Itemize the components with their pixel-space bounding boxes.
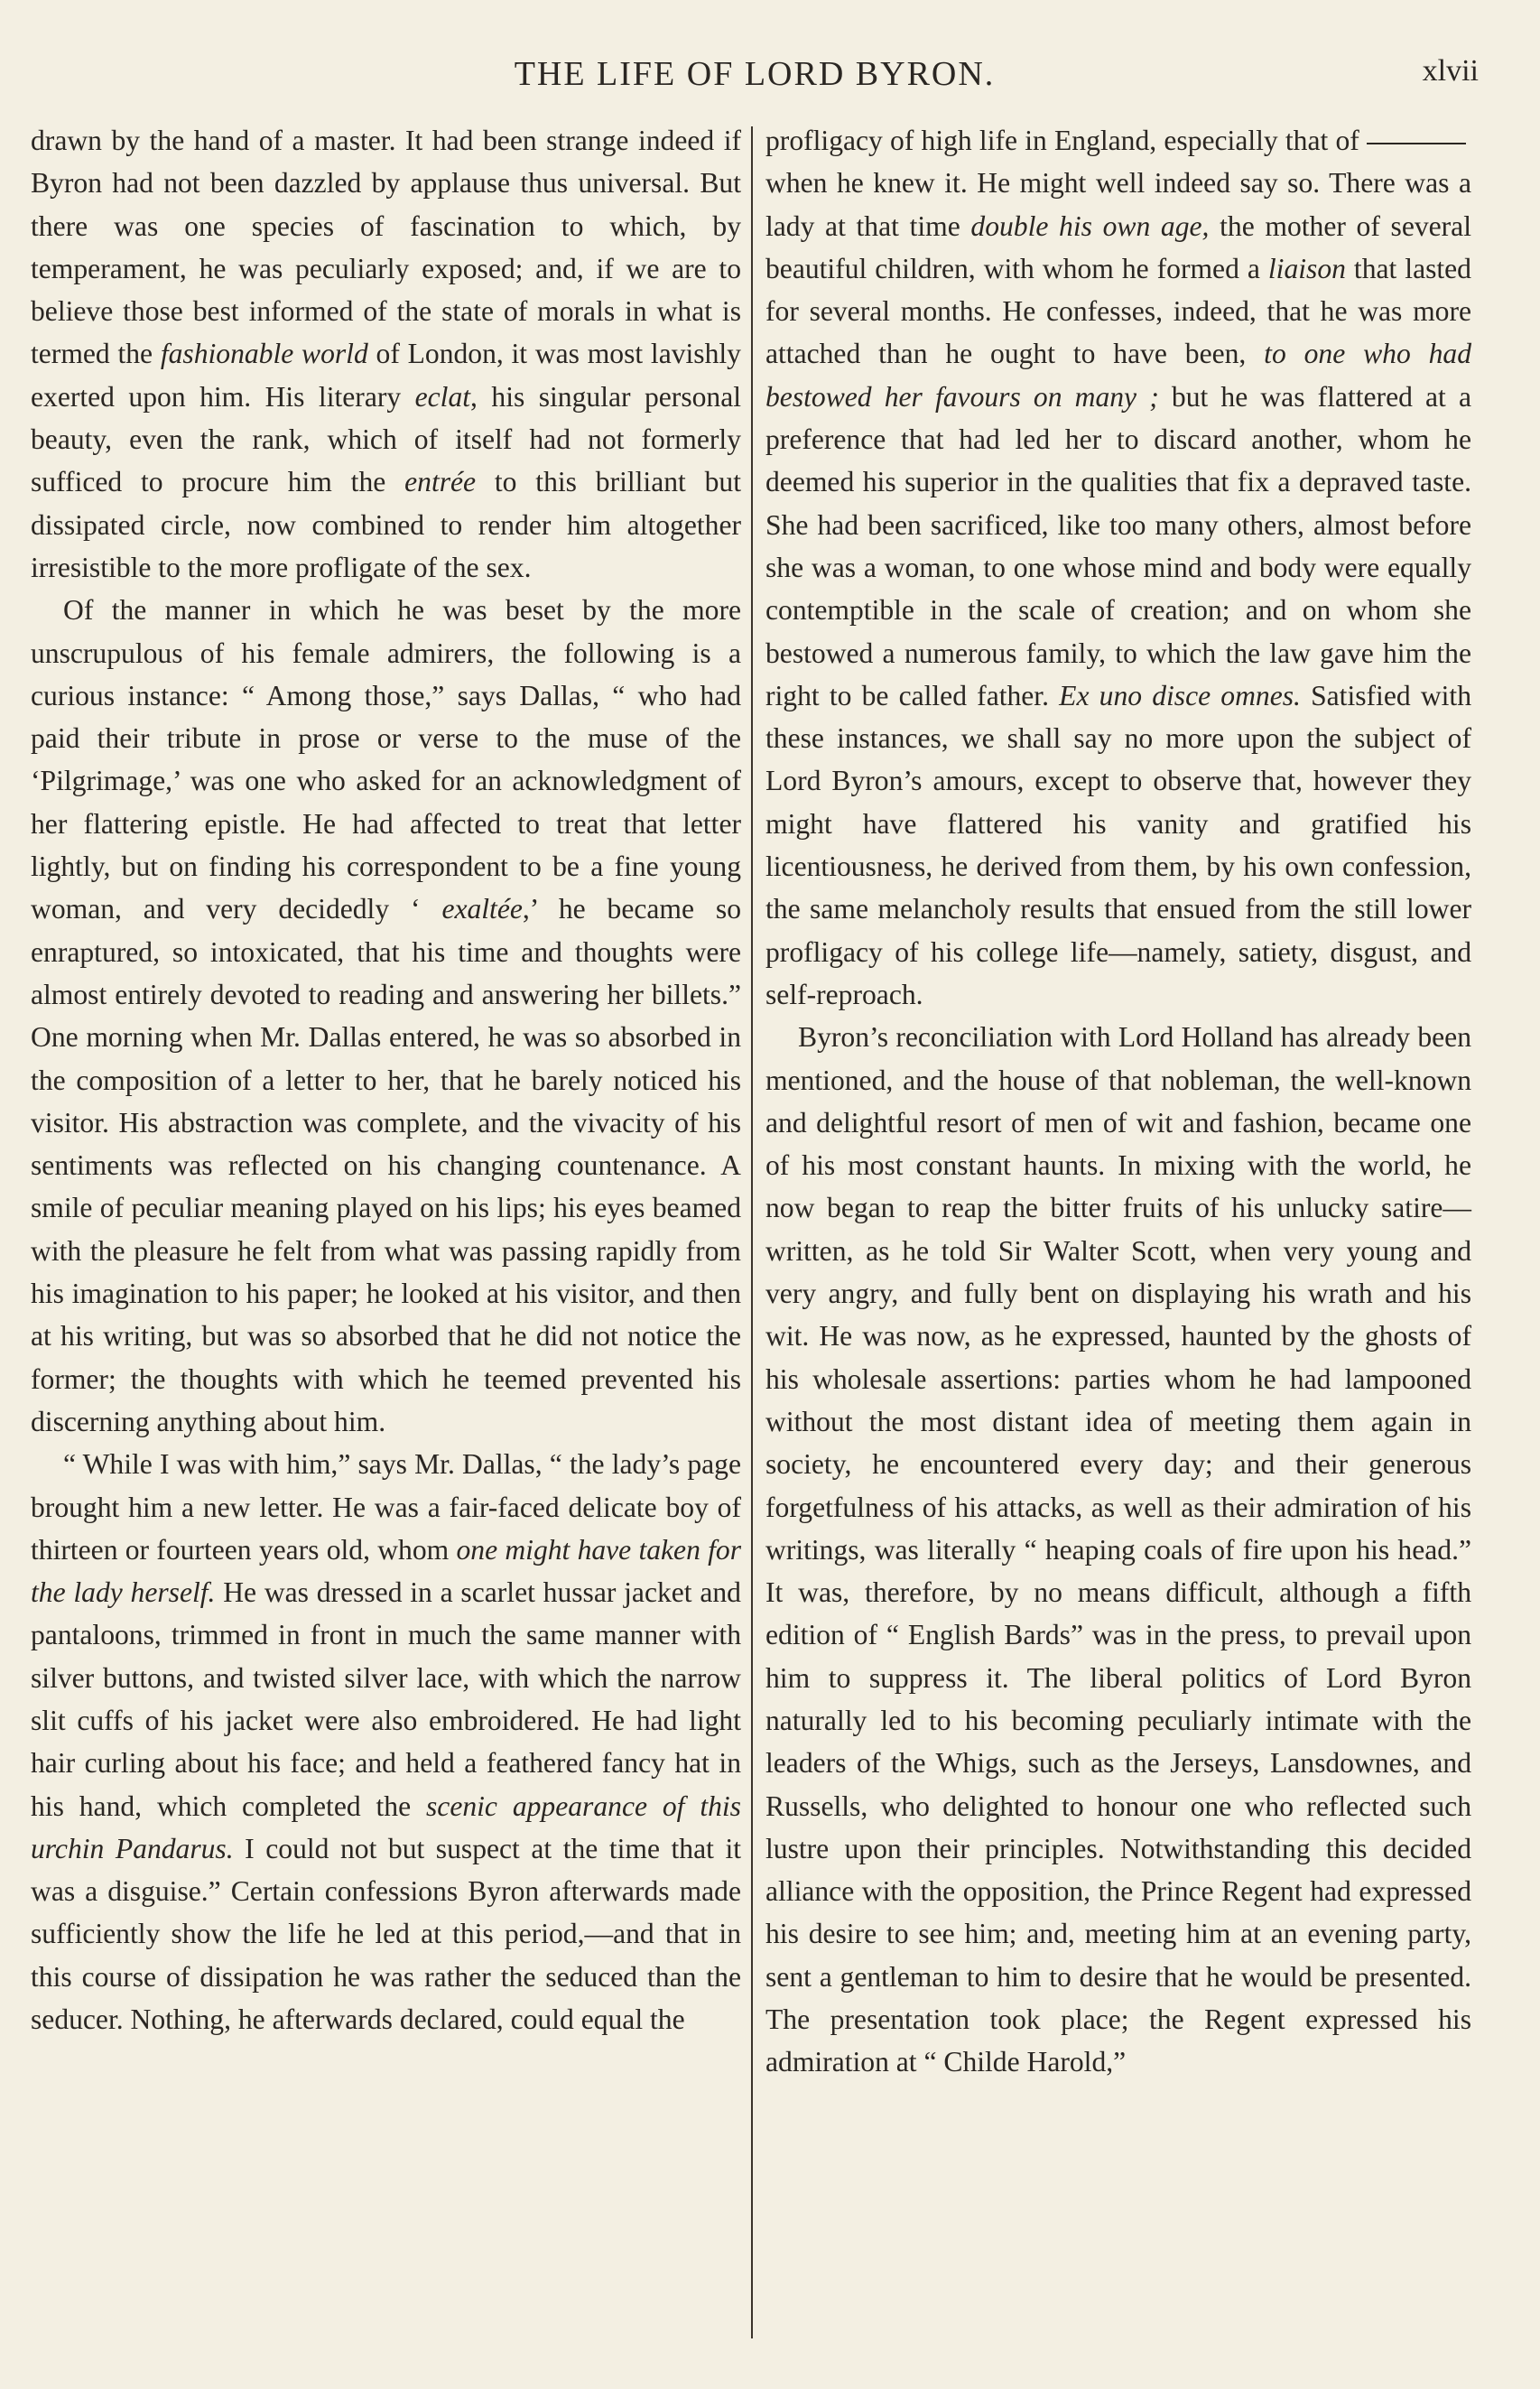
paragraph-5: Byron’s reconciliation with Lord Holland has already been mentioned, and the house of that nobleman, the well-known and delightful resort of men of wit and fashion, became one of his most constant haunts. In mixing with the world, he now began to reap the bitter fruits of his unlucky satire—written, as he told Sir Walter Scott, when very young and very angry, and fully bent on displaying his wrath and his wit. He was now, as he expressed, haunted by the ghosts of his wholesale assertions: parties whom he had lampooned without the most distant idea of meeting them again in society, he encountered every day; and their generous forgetfulness of his attacks, as well as their admiration of his writings, was literally “ heaping coals of fire upon his head.” It was, therefore, by no means difficult, although a fifth edition of “ English Bards” was in the press, to prevail upon him to suppress it. The liberal politics of Lord Byron naturally led to his becoming peculiarly intimate with the leaders of the Whigs, such as the Jerseys, Lansdownes, and Russells, who delighted to honour one who reflected such lustre upon their principles. Notwithstanding this decided alliance with the opposition, the Prince Regent had expressed his desire to see him; and, meeting him at an evening party, sent a gentleman to him to desire that he would be presented. The presentation took place; the Regent expressed his admiration at “ Childe Harold,”	[765, 1021, 1471, 2078]
dash-rule	[1367, 143, 1466, 144]
text-run: Satisfied with these instances, we shall say no more upon the subject of Lord Byron’s amours, except to observe that, however they might have flattered his vanity and gratified his licentiousness, he derived from them, by his own confession, the same melancholy results that ensued from the still lower profligacy of his college life—namely, satiety, disgust, and self-reproach.	[765, 679, 1471, 1010]
text-run: profligacy of high life in England, especially that of	[765, 125, 1359, 156]
text-run: , his singular personal beauty, even the rank, which of itself had not formerly sufficed to procure him the	[31, 380, 742, 498]
italic-phrase: fashionable world	[160, 338, 368, 370]
text-run: to this brilliant but dissipated circle, now combined to render him altogether irresistible to the more profligate of the sex.	[31, 466, 742, 583]
italic-phrase: eclat	[414, 380, 471, 413]
text-run: I could not but suspect at the time that it was a disguise.” Certain confessions Byron afterwards made sufficiently show the life he led at this period,—and that in this course of dissipation he was rather the seduced than the seducer. Nothing, he afterwards declared, could equal the	[31, 1832, 742, 2036]
italic-phrase: exaltée	[441, 893, 523, 925]
italic-phrase: to one who had bestowed her favours on many ;	[765, 338, 1471, 413]
text-run: the mother of several beautiful children, with whom he formed a	[765, 209, 1471, 284]
italic-phrase: liaison	[1267, 252, 1346, 284]
text-run: ,’ he became so enraptured, so intoxicated, that his time and thoughts were almost entirely devoted to reading and answering her billets.” One morning when Mr. Dallas entered, he was so absorbed in the composition of a letter to her, that he barely noticed his visitor. His abstraction was complete, and the vivacity of his sentiments was reflected on his changing countenance. A smile of peculiar meaning played on his lips; his eyes beamed with the pleasure he felt from what was passing rapidly from his imagination to his paper; he looked at his visitor, and then at his writing, but was so absorbed that he did not notice the former; the thoughts with which he teemed prevented his discerning anything about him.	[31, 893, 741, 1437]
running-header	[31, 54, 1479, 105]
paragraph-3	[31, 1443, 741, 2040]
paragraph-1	[31, 119, 741, 589]
page-number: xlvii	[1422, 54, 1479, 88]
text-run: drawn by the hand of a master. It had been strange indeed if Byron had not been dazzled by applause thus universal. But there was one species of fascination to which, by temperament, he was peculiarly exposed; and, if we are to believe those best informed of the state of morals in what is termed the	[31, 125, 741, 370]
text-run: of London, it was most lavishly exerted upon him. His literary	[31, 338, 741, 413]
running-title: THE LIFE OF LORD BYRON.	[514, 55, 996, 93]
column-divider	[751, 126, 753, 2338]
right-column	[765, 119, 1471, 2084]
italic-phrase: double his own age,	[970, 209, 1210, 242]
italic-phrase: scenic appearance of this urchin Pandarus.	[31, 1789, 741, 1864]
italic-phrase: Ex uno disce omnes.	[1059, 679, 1301, 711]
paragraph-2	[31, 589, 741, 1443]
text-run: that lasted for several months. He confesses, indeed, that he was more attached than he ought to have been,	[765, 252, 1471, 370]
text-run: when he knew it. He might well indeed say so. There was a lady at that time	[765, 167, 1471, 242]
text-run: He was dressed in a scarlet hussar jacket and pantaloons, trimmed in front in much the same manner with silver buttons, and twisted silver lace, with which the narrow slit cuffs of his jacket were also embroidered. He had light hair curling about his face; and held a feathered fancy hat in his hand, which completed the	[31, 1576, 741, 1822]
italic-phrase: entrée	[404, 466, 477, 498]
left-column	[31, 119, 741, 2040]
text-run: Of the manner in which he was beset by the more unscrupulous of his female admirers, the following is a curious instance: “ Among those,” says Dallas, “ who had paid their tribute in prose or verse to the muse of the ‘Pilgrimage,’ was one who asked for an acknowledgment of her flattering epistle. He had affected to treat that letter lightly, but on finding his correspondent to be a fine young woman, and very decidedly ‘	[31, 594, 741, 925]
text-run: “ While I was with him,” says Mr. Dallas, “ the lady’s page brought him a new letter. He was a fair-faced delicate boy of thirteen or fourteen years old, whom	[31, 1448, 741, 1566]
text-run: but he was flattered at a preference that had led her to discard another, whom he deemed his superior in the qualities that fix a depraved taste. She had been sacrificed, like too many others, almost before she was a woman, to one whose mind and body were equally contemptible in the scale of creation; and on whom she bestowed a numerous family, to which the law gave him the right to be called father.	[765, 380, 1471, 711]
italic-phrase: one might have taken for the lady herself.	[31, 1533, 741, 1609]
paragraph-4	[765, 119, 1471, 1016]
